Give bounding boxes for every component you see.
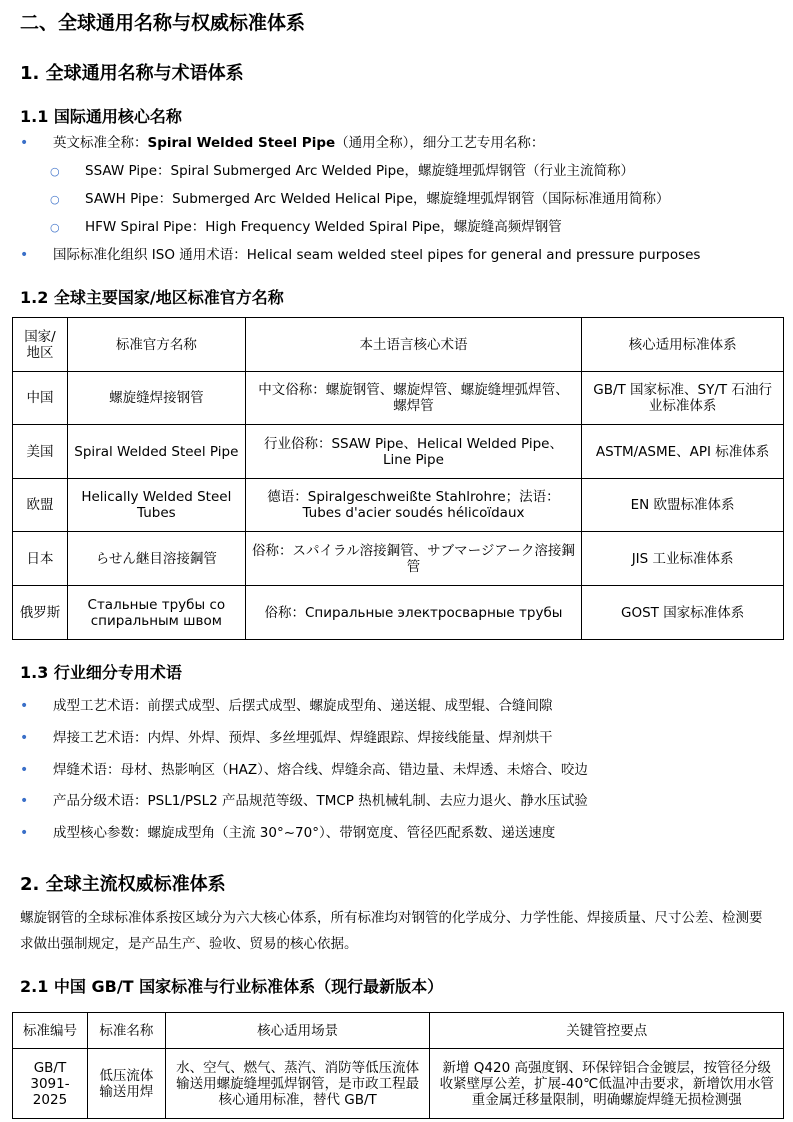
table-cell: 德语：Spiralgeschweißte Stahlrohre；法语：Tubes d'acier soudés hélicoïdaux <box>245 479 581 532</box>
table-row <box>13 532 784 586</box>
list-item <box>20 791 588 811</box>
circle-bullet-icon: ○ <box>50 221 60 234</box>
bullet-icon: • <box>20 730 29 746</box>
subsection-1-3-title: 1.3 行业细分专用术语 <box>20 663 182 682</box>
table-row <box>13 479 784 532</box>
bullet-icon: • <box>20 698 29 714</box>
section-2-title: 2. 全球主流权威标准体系 <box>20 874 226 895</box>
table-header-cell: 核心适用标准体系 <box>582 318 784 372</box>
standards-name-table <box>12 317 784 640</box>
bullet-icon: • <box>20 247 29 263</box>
table-cell: 欧盟 <box>13 479 68 532</box>
table-cell: 中文俗称：螺旋钢管、螺旋焊管、螺旋缝埋弧焊管、螺焊管 <box>245 372 581 425</box>
table-cell: EN 欧盟标准体系 <box>582 479 784 532</box>
table-header-cell: 关键管控要点 <box>430 1013 784 1049</box>
bullet-icon: • <box>20 793 29 809</box>
subsection-2-1-title: 2.1 中国 GB/T 国家标准与行业标准体系（现行最新版本） <box>20 977 444 996</box>
table-header-cell: 本土语言核心术语 <box>245 318 581 372</box>
table-cell: 行业俗称：SSAW Pipe、Helical Welded Pipe、Line Pipe <box>245 425 581 479</box>
table-cell: Стальные трубы со спиральным швом <box>67 586 245 640</box>
table-cell: GOST 国家标准体系 <box>582 586 784 640</box>
circle-bullet-icon: ○ <box>50 193 60 206</box>
subsection-1-1-title: 1.1 国际通用核心名称 <box>20 107 182 126</box>
list-item-text: （通用全称），细分工艺专用名称： <box>335 135 545 151</box>
bullet-icon: • <box>20 762 29 778</box>
sub-list-item <box>50 217 562 238</box>
table-cell: 低压流体输送用焊 <box>87 1049 165 1119</box>
table-header-cell: 标准名称 <box>87 1013 165 1049</box>
table-cell: 中国 <box>13 372 68 425</box>
sub-list-item <box>50 161 634 182</box>
table-cell: 俗称：Спиральные электросварные трубы <box>245 586 581 640</box>
table-header-cell: 标准编号 <box>13 1013 88 1049</box>
list-item <box>20 696 553 716</box>
gbt-standards-table <box>12 1012 784 1119</box>
section-1-title: 1. 全球通用名称与术语体系 <box>20 63 244 84</box>
list-item-text: 英文标准全称： <box>53 135 148 151</box>
list-item-text: 焊接工艺术语：内焊、外焊、预焊、多丝埋弧焊、焊缝跟踪、焊接线能量、焊剂烘干 <box>53 730 553 746</box>
list-item-text: 产品分级术语：PSL1/PSL2 产品规范等级、TMCP 热机械轧制、去应力退火、静水压试验 <box>53 793 588 809</box>
table-header-row <box>13 1013 784 1049</box>
table-row <box>13 372 784 425</box>
bullet-icon: • <box>20 825 29 841</box>
table-cell: Spiral Welded Steel Pipe <box>67 425 245 479</box>
table-cell: GB/T 3091-2025 <box>13 1049 88 1119</box>
list-item <box>20 133 544 153</box>
list-item <box>20 760 588 780</box>
table-row <box>13 425 784 479</box>
main-heading: 二、全球通用名称与权威标准体系 <box>20 12 306 34</box>
list-item-text: 国际标准化组织 ISO 通用术语：Helical seam welded steel pipes for general and pressure purposes <box>53 247 701 263</box>
table-cell: 新增 Q420 高强度钢、环保锌铝合金镀层，按管径分级收紧壁厚公差，扩展-40℃低温冲击要求，新增饮用水管重金属迁移量限制，明确螺旋焊缝无损检测强 <box>430 1049 784 1119</box>
table-row <box>13 1049 784 1119</box>
table-cell: GB/T 国家标准、SY/T 石油行业标准体系 <box>582 372 784 425</box>
table-cell: 美国 <box>13 425 68 479</box>
table-cell: 俄罗斯 <box>13 586 68 640</box>
table-header-cell: 标准官方名称 <box>67 318 245 372</box>
table-header-cell: 核心适用场景 <box>165 1013 430 1049</box>
bullet-icon: • <box>20 135 29 151</box>
table-cell: Helically Welded Steel Tubes <box>67 479 245 532</box>
list-item-text: 成型核心参数：螺旋成型角（主流 30°~70°）、带钢宽度、管径匹配系数、递送速度 <box>53 825 556 841</box>
section-2-paragraph: 螺旋钢管的全球标准体系按区域分为六大核心体系，所有标准均对钢管的化学成分、力学性能、焊接质量、尺寸公差、检测要求做出强制规定，是产品生产、验收、贸易的核心依据。 <box>20 910 763 952</box>
list-item-text: SAWH Pipe：Submerged Arc Welded Helical Pipe，螺旋缝埋弧焊钢管（国际标准通用简称） <box>85 191 670 207</box>
list-item <box>20 728 553 748</box>
list-item <box>20 245 700 265</box>
table-header-cell: 国家/地区 <box>13 318 68 372</box>
circle-bullet-icon: ○ <box>50 165 60 178</box>
table-cell: 螺旋缝焊接钢管 <box>67 372 245 425</box>
list-item-text: 成型工艺术语：前摆式成型、后摆式成型、螺旋成型角、递送辊、成型辊、合缝间隙 <box>53 698 553 714</box>
list-item-text: SSAW Pipe：Spiral Submerged Arc Welded Pipe，螺旋缝埋弧焊钢管（行业主流简称） <box>85 163 634 179</box>
table-cell: 日本 <box>13 532 68 586</box>
table-header-row <box>13 318 784 372</box>
table-cell: JIS 工业标准体系 <box>582 532 784 586</box>
table-cell: 俗称：スパイラル溶接鋼管、サブマージアーク溶接鋼管 <box>245 532 581 586</box>
table-cell: らせん継目溶接鋼管 <box>67 532 245 586</box>
list-item-text: 焊缝术语：母材、热影响区（HAZ）、熔合线、焊缝余高、错边量、未焊透、未熔合、咬边 <box>53 762 588 778</box>
subsection-1-2-title: 1.2 全球主要国家/地区标准官方名称 <box>20 288 284 307</box>
table-cell: ASTM/ASME、API 标准体系 <box>582 425 784 479</box>
list-item <box>20 823 555 843</box>
table-cell: 水、空气、燃气、蒸汽、消防等低压流体输送用螺旋缝埋弧焊钢管，是市政工程最核心通用标准，替代 GB/T <box>165 1049 430 1119</box>
sub-list-item <box>50 189 670 210</box>
table-row <box>13 586 784 640</box>
list-item-text: HFW Spiral Pipe：High Frequency Welded Spiral Pipe，螺旋缝高频焊钢管 <box>85 219 562 235</box>
list-item-bold: Spiral Welded Steel Pipe <box>147 135 336 151</box>
